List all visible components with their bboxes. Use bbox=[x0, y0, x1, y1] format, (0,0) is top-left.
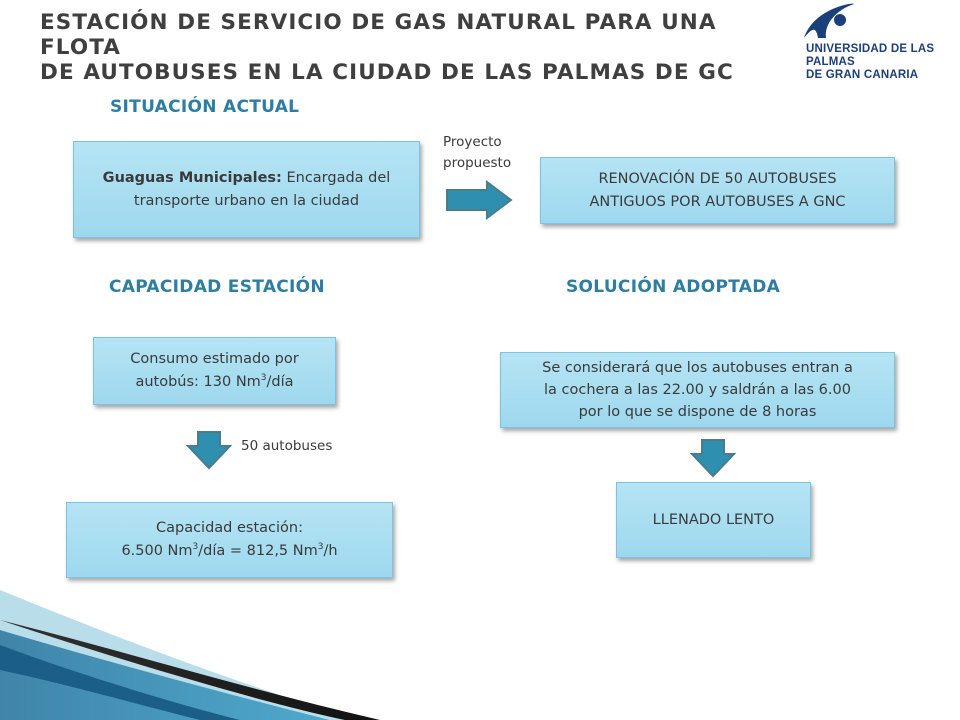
horario-line3: por lo que se dispone de 8 horas bbox=[578, 404, 817, 420]
consumo-line2: autobús: 130 Nm$^3$/día bbox=[135, 373, 294, 390]
llenado-lento-label: LLENADO LENTO bbox=[652, 511, 775, 528]
capacidad-estacion-box bbox=[66, 502, 393, 578]
proyecto-propuesto-label bbox=[443, 132, 511, 174]
capacidad-line1: Capacidad estación: bbox=[155, 520, 303, 536]
guaguas-municipales-label: Guaguas Municipales: bbox=[102, 169, 282, 186]
consumo-line1: Consumo estimado por bbox=[130, 351, 299, 367]
proyecto-propuesto-line1: Proyecto bbox=[443, 134, 502, 150]
consumo-estimado-box bbox=[93, 337, 336, 405]
proyecto-propuesto-line2: propuesto bbox=[443, 155, 512, 171]
guaguas-municipales-box bbox=[73, 141, 420, 238]
horario-line2: la cochera a las 22.00 y saldrán a las 6.00 bbox=[544, 382, 851, 398]
university-name-line1: UNIVERSIDAD DE LAS PALMAS bbox=[806, 43, 935, 68]
capacidad-line2: 6.500 $Nm^3$/día = 812,5 Nm$^3$/h bbox=[121, 542, 338, 559]
guaguas-municipales-text bbox=[82, 167, 411, 213]
slide-title-line1: ESTACIÓN DE SERVICIO DE GAS NATURAL PARA UNA FLOTA bbox=[40, 10, 717, 60]
heading-capacidad-estacion: CAPACIDAD ESTACIÓN bbox=[109, 277, 325, 297]
down-arrow-icon bbox=[186, 430, 232, 470]
right-arrow-icon bbox=[445, 180, 515, 220]
renovacion-line1: RENOVACIÓN DE 50 AUTOBUSES bbox=[598, 170, 837, 187]
heading-solucion-adoptada: SOLUCIÓN ADOPTADA bbox=[566, 277, 781, 297]
horario-line1: Se considerará que los autobuses entran a bbox=[542, 360, 853, 376]
university-name bbox=[806, 43, 960, 82]
university-name-line2: DE GRAN CANARIA bbox=[806, 69, 919, 81]
heading-situacion-actual: SITUACIÓN ACTUAL bbox=[110, 97, 300, 117]
guaguas-municipales-description: Encargada del transporte urbano en la ciudad bbox=[133, 169, 391, 209]
slide-title bbox=[40, 10, 780, 85]
decorative-stripes bbox=[0, 590, 960, 720]
down-arrow-icon bbox=[690, 438, 736, 478]
renovacion-autobuses-box bbox=[540, 157, 895, 224]
renovacion-line2: ANTIGUOS POR AUTOBUSES A GNC bbox=[589, 193, 846, 210]
horario-cochera-box bbox=[500, 352, 895, 428]
cincuenta-autobuses-label: 50 autobuses bbox=[241, 438, 333, 454]
slide-title-line2: DE AUTOBUSES EN LA CIUDAD DE LAS PALMAS DE GC bbox=[40, 60, 734, 85]
llenado-lento-box bbox=[616, 482, 811, 558]
